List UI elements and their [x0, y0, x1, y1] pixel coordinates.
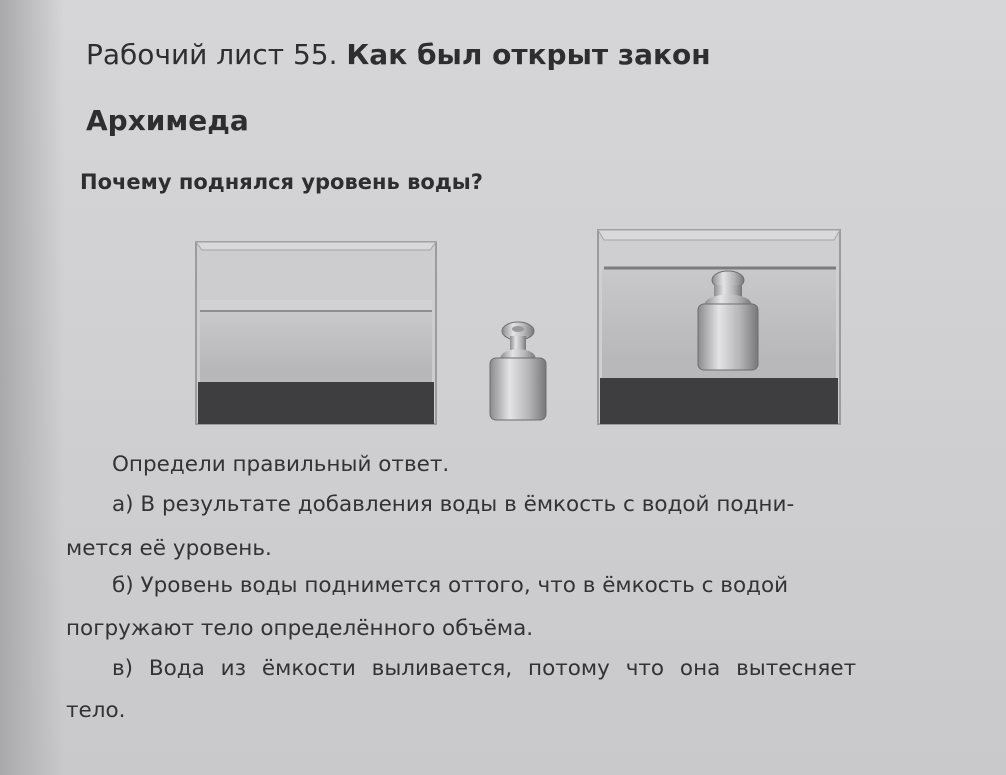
- question-heading: Почему поднялся уровень воды?: [80, 170, 483, 194]
- worksheet-title-line2: Архимеда: [86, 104, 249, 137]
- title-main: Как был открыт закон: [346, 38, 711, 71]
- option-a-continued: мется её уровень.: [66, 536, 272, 561]
- right-tank: [598, 230, 840, 424]
- left-tank: [196, 242, 436, 424]
- instruction-text: Определи правильный ответ.: [112, 452, 450, 477]
- option-b-continued: погружают тело определённого объёма.: [66, 616, 534, 641]
- option-c: в) Вода из ёмкости выливается, потому что она вытесняет: [112, 656, 857, 681]
- title-prefix: Рабочий лист 55.: [86, 38, 338, 71]
- option-b: б) Уровень воды поднимется оттого, что в ёмкость с водой: [112, 573, 789, 598]
- option-c-continued: тело.: [66, 698, 126, 723]
- weight-icon: [490, 322, 546, 420]
- option-a: а) В результате добавления воды в ёмкость с водой подни-: [112, 492, 795, 517]
